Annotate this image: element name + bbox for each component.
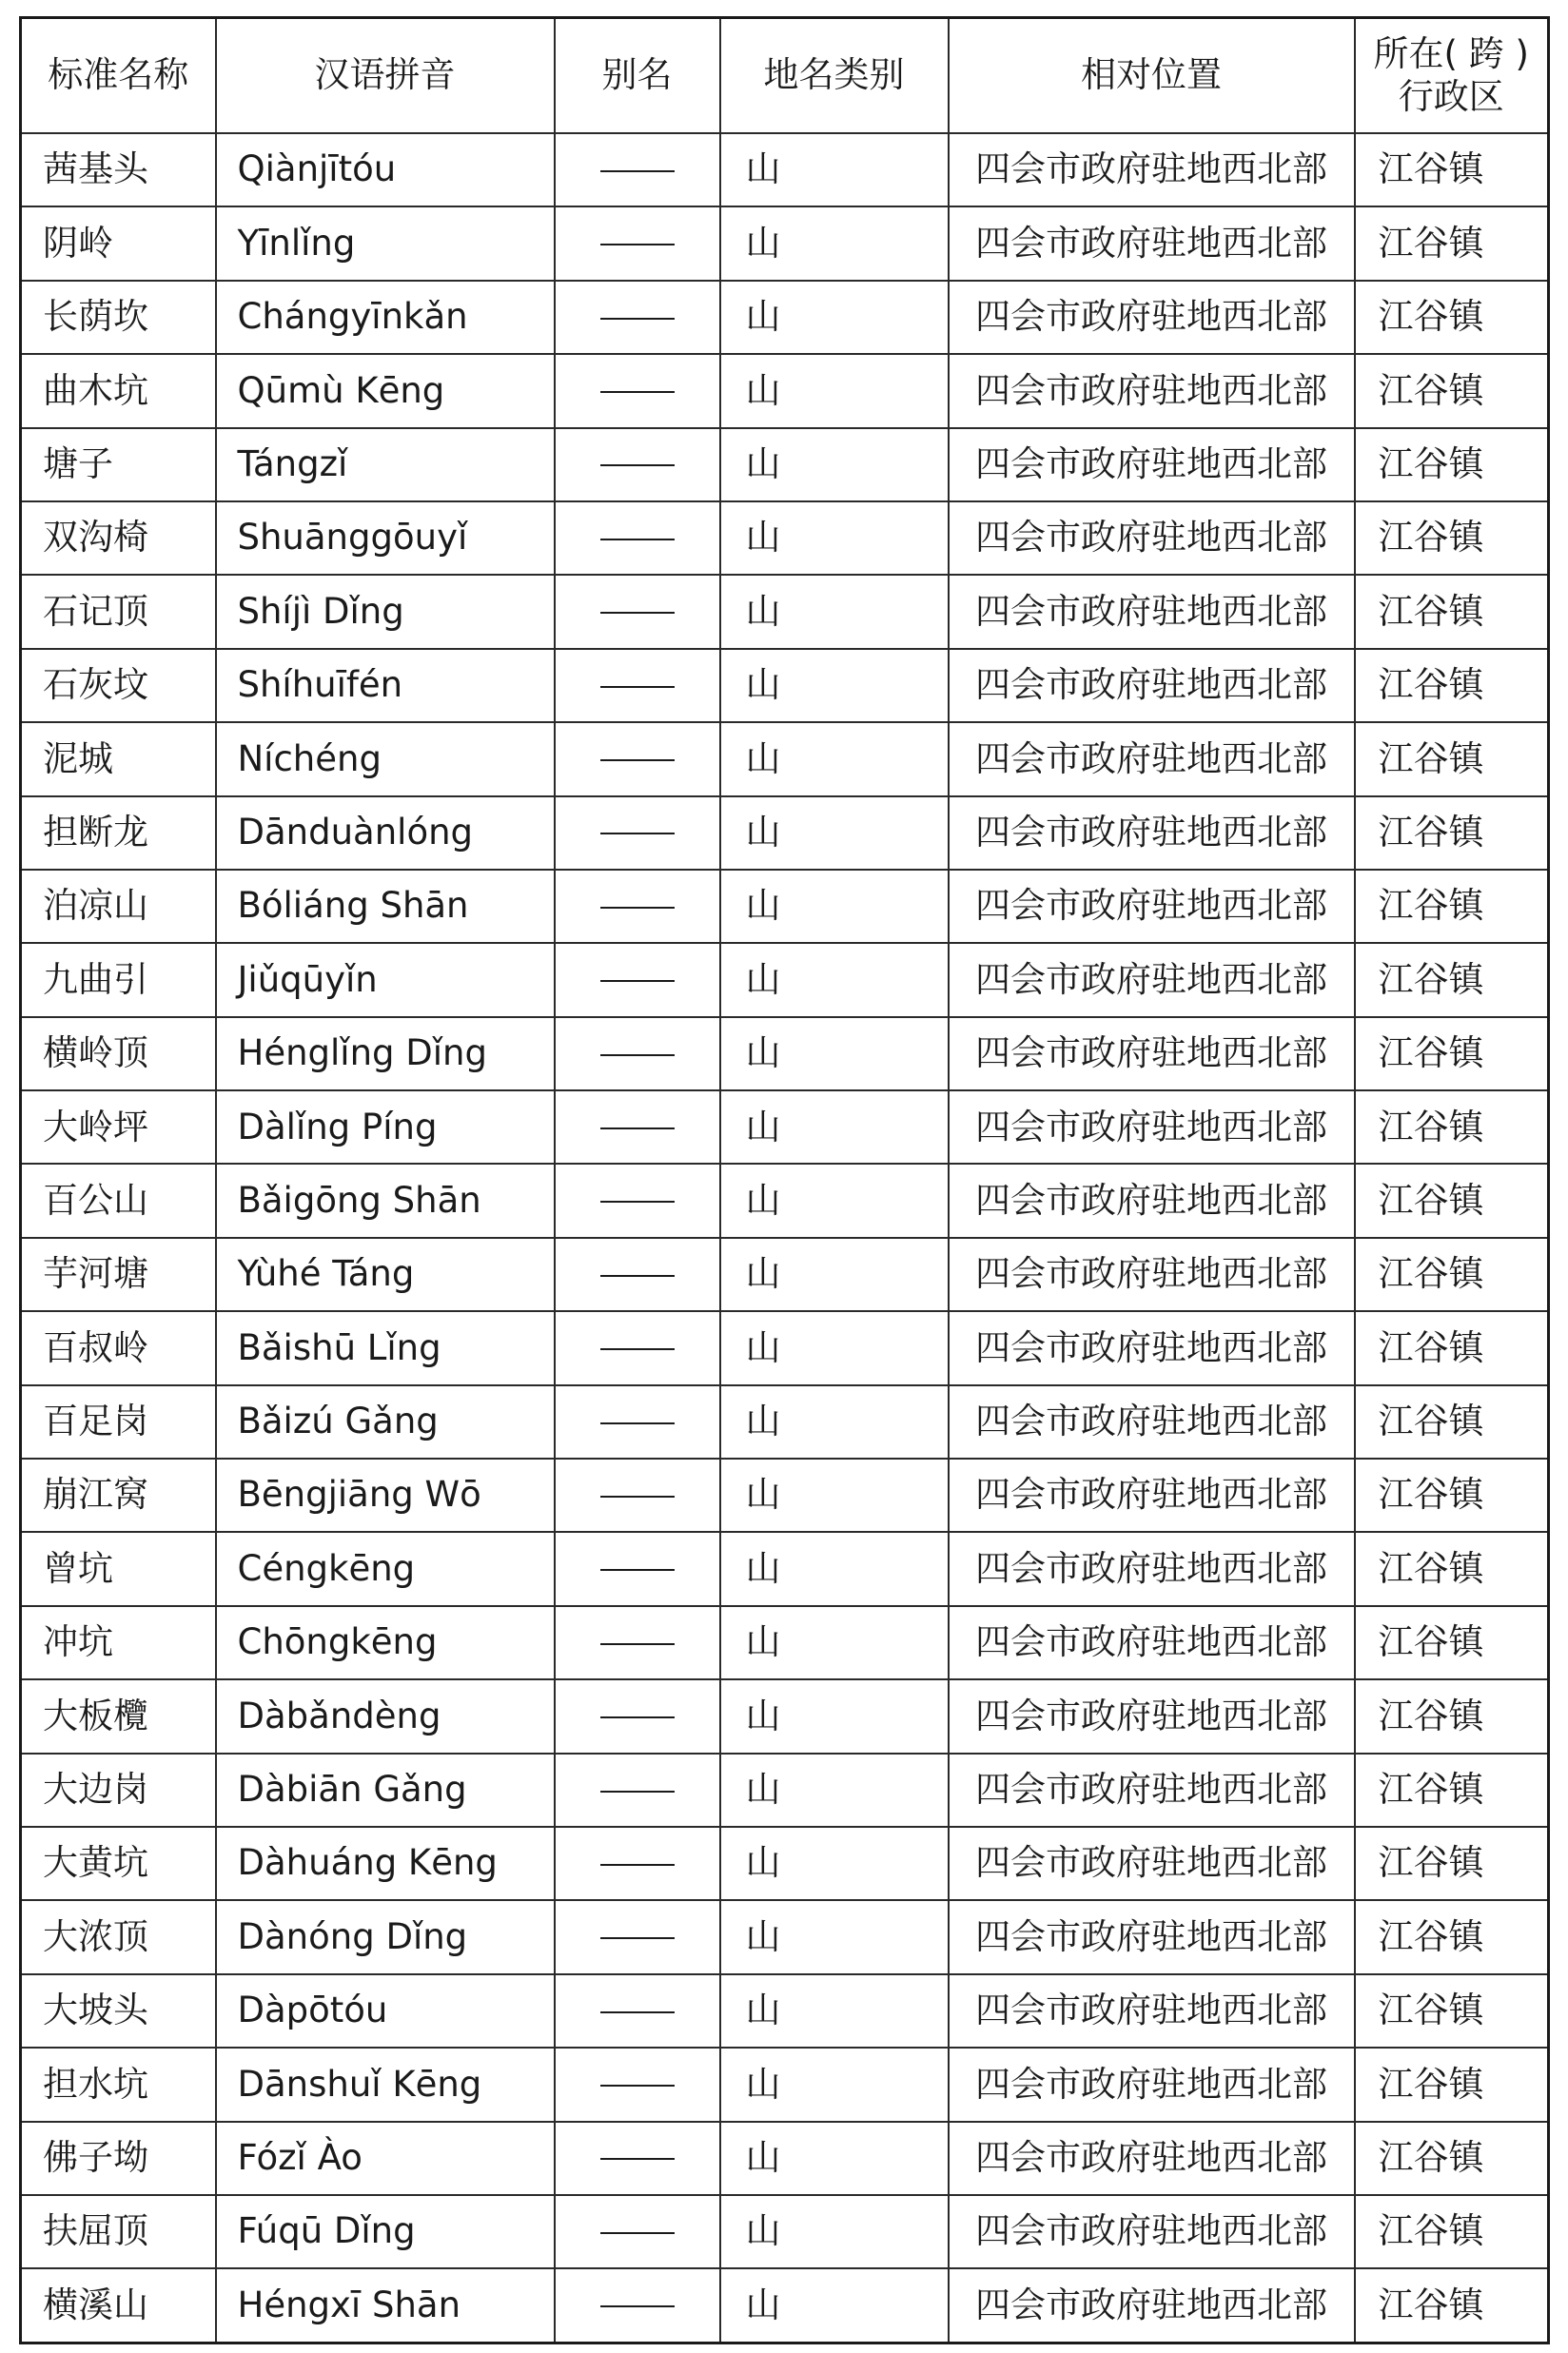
cell-relative-position: 四会市政府驻地西北部 [949, 206, 1355, 280]
cell-standard-name: 冲坑 [21, 1606, 216, 1679]
cell-place-type: 山 [720, 2195, 949, 2268]
table-row [21, 1311, 1549, 1384]
table-row [21, 354, 1549, 427]
cell-pinyin: Tángzǐ [216, 428, 555, 501]
cell-pinyin: Dānshuǐ Kēng [216, 2048, 555, 2121]
cell-place-type: 山 [720, 1827, 949, 1900]
header-administrative-area-text [1374, 33, 1529, 118]
header-admin-line2: 行政区 [1398, 75, 1504, 117]
alias-dash [600, 1275, 675, 1277]
cell-standard-name: 佛子坳 [21, 2122, 216, 2195]
cell-pinyin: Níchéng [216, 722, 555, 795]
cell-pinyin: Bǎishū Lǐng [216, 1311, 555, 1384]
alias-dash [600, 686, 675, 688]
cell-pinyin: Yùhé Táng [216, 1238, 555, 1311]
table-body [21, 133, 1549, 2343]
table-row [21, 1238, 1549, 1311]
table-row [21, 1090, 1549, 1164]
cell-alias [555, 2122, 720, 2195]
cell-administrative-area: 江谷镇 [1355, 1311, 1549, 1384]
cell-pinyin: Fúqū Dǐng [216, 2195, 555, 2268]
cell-standard-name: 扶屈顶 [21, 2195, 216, 2268]
alias-dash [600, 2232, 675, 2234]
table-header-row [21, 18, 1549, 134]
cell-standard-name: 九曲引 [21, 943, 216, 1016]
cell-relative-position: 四会市政府驻地西北部 [949, 2268, 1355, 2343]
header-admin-line1: 所在( 跨 ) [1373, 33, 1529, 75]
alias-dash [600, 318, 675, 320]
cell-administrative-area: 江谷镇 [1355, 354, 1549, 427]
cell-place-type: 山 [720, 649, 949, 722]
cell-relative-position: 四会市政府驻地西北部 [949, 1238, 1355, 1311]
cell-alias [555, 1900, 720, 1973]
cell-relative-position: 四会市政府驻地西北部 [949, 1090, 1355, 1164]
cell-place-type: 山 [720, 206, 949, 280]
alias-dash [600, 1643, 675, 1645]
cell-pinyin: Dàbiān Gǎng [216, 1754, 555, 1827]
cell-administrative-area: 江谷镇 [1355, 1900, 1549, 1973]
cell-standard-name: 担断龙 [21, 796, 216, 870]
cell-administrative-area: 江谷镇 [1355, 796, 1549, 870]
cell-standard-name: 百叔岭 [21, 1311, 216, 1384]
cell-administrative-area: 江谷镇 [1355, 2048, 1549, 2121]
cell-relative-position: 四会市政府驻地西北部 [949, 1974, 1355, 2048]
cell-place-type: 山 [720, 1532, 949, 1605]
cell-alias [555, 281, 720, 354]
cell-standard-name: 大坡头 [21, 1974, 216, 2048]
table-row [21, 1532, 1549, 1605]
cell-administrative-area: 江谷镇 [1355, 281, 1549, 354]
cell-relative-position: 四会市政府驻地西北部 [949, 1532, 1355, 1605]
cell-place-type: 山 [720, 1459, 949, 1532]
alias-dash [600, 2011, 675, 2013]
cell-administrative-area: 江谷镇 [1355, 2122, 1549, 2195]
cell-relative-position: 四会市政府驻地西北部 [949, 354, 1355, 427]
cell-pinyin: Qiànjītóu [216, 133, 555, 206]
cell-relative-position: 四会市政府驻地西北部 [949, 1827, 1355, 1900]
cell-relative-position: 四会市政府驻地西北部 [949, 1754, 1355, 1827]
cell-place-type: 山 [720, 1090, 949, 1164]
cell-alias [555, 501, 720, 575]
header-pinyin: 汉语拼音 [216, 18, 555, 134]
cell-place-type: 山 [720, 428, 949, 501]
cell-alias [555, 1090, 720, 1164]
cell-place-type: 山 [720, 796, 949, 870]
cell-standard-name: 担水坑 [21, 2048, 216, 2121]
cell-pinyin: Fózǐ Ào [216, 2122, 555, 2195]
cell-administrative-area: 江谷镇 [1355, 1459, 1549, 1532]
alias-dash [600, 1348, 675, 1350]
cell-relative-position: 四会市政府驻地西北部 [949, 1679, 1355, 1753]
header-alias: 别名 [555, 18, 720, 134]
cell-administrative-area: 江谷镇 [1355, 575, 1549, 648]
cell-alias [555, 1311, 720, 1384]
table-row [21, 870, 1549, 943]
cell-pinyin: Shíjì Dǐng [216, 575, 555, 648]
table-row [21, 649, 1549, 722]
alias-dash [600, 244, 675, 245]
cell-pinyin: Héngxī Shān [216, 2268, 555, 2343]
cell-standard-name: 大岭坪 [21, 1090, 216, 1164]
cell-standard-name: 泊凉山 [21, 870, 216, 943]
cell-administrative-area: 江谷镇 [1355, 1754, 1549, 1827]
table-row [21, 796, 1549, 870]
alias-dash [600, 1422, 675, 1424]
cell-pinyin: Hénglǐng Dǐng [216, 1017, 555, 1090]
cell-standard-name: 泥城 [21, 722, 216, 795]
cell-administrative-area: 江谷镇 [1355, 1679, 1549, 1753]
cell-pinyin: Dānduànlóng [216, 796, 555, 870]
cell-relative-position: 四会市政府驻地西北部 [949, 1385, 1355, 1459]
cell-alias [555, 354, 720, 427]
cell-alias [555, 649, 720, 722]
cell-place-type: 山 [720, 281, 949, 354]
cell-administrative-area: 江谷镇 [1355, 1164, 1549, 1237]
alias-dash [600, 1496, 675, 1498]
cell-administrative-area: 江谷镇 [1355, 133, 1549, 206]
table-row [21, 1754, 1549, 1827]
cell-alias [555, 1238, 720, 1311]
cell-alias [555, 2048, 720, 2121]
cell-administrative-area: 江谷镇 [1355, 649, 1549, 722]
cell-alias [555, 1754, 720, 1827]
cell-administrative-area: 江谷镇 [1355, 943, 1549, 1016]
table-row [21, 575, 1549, 648]
alias-dash [600, 2305, 675, 2307]
cell-alias [555, 1679, 720, 1753]
cell-standard-name: 崩江窝 [21, 1459, 216, 1532]
alias-dash [600, 1791, 675, 1793]
alias-dash [600, 612, 675, 614]
cell-administrative-area: 江谷镇 [1355, 1974, 1549, 2048]
alias-dash [600, 759, 675, 761]
cell-alias [555, 206, 720, 280]
cell-place-type: 山 [720, 133, 949, 206]
cell-administrative-area: 江谷镇 [1355, 2268, 1549, 2343]
cell-pinyin: Bǎizú Gǎng [216, 1385, 555, 1459]
header-place-type: 地名类别 [720, 18, 949, 134]
cell-alias [555, 1827, 720, 1900]
alias-dash [600, 170, 675, 172]
cell-pinyin: Yīnlǐng [216, 206, 555, 280]
table-row [21, 1385, 1549, 1459]
table-row [21, 1164, 1549, 1237]
alias-dash [600, 539, 675, 540]
table-row [21, 722, 1549, 795]
cell-administrative-area: 江谷镇 [1355, 1090, 1549, 1164]
cell-place-type: 山 [720, 1679, 949, 1753]
alias-dash [600, 2158, 675, 2160]
cell-alias [555, 1532, 720, 1605]
cell-standard-name: 大边岗 [21, 1754, 216, 1827]
alias-dash [600, 1054, 675, 1056]
cell-place-type: 山 [720, 1974, 949, 2048]
cell-administrative-area: 江谷镇 [1355, 722, 1549, 795]
cell-standard-name: 大黄坑 [21, 1827, 216, 1900]
cell-relative-position: 四会市政府驻地西北部 [949, 1606, 1355, 1679]
cell-relative-position: 四会市政府驻地西北部 [949, 428, 1355, 501]
cell-place-type: 山 [720, 722, 949, 795]
cell-relative-position: 四会市政府驻地西北部 [949, 133, 1355, 206]
cell-pinyin: Dàbǎndèng [216, 1679, 555, 1753]
cell-relative-position: 四会市政府驻地西北部 [949, 943, 1355, 1016]
alias-dash [600, 1569, 675, 1571]
table-row [21, 501, 1549, 575]
table-row [21, 943, 1549, 1016]
cell-administrative-area: 江谷镇 [1355, 428, 1549, 501]
alias-dash [600, 1716, 675, 1718]
cell-pinyin: Bóliáng Shān [216, 870, 555, 943]
cell-pinyin: Bǎigōng Shān [216, 1164, 555, 1237]
cell-relative-position: 四会市政府驻地西北部 [949, 1017, 1355, 1090]
cell-standard-name: 横溪山 [21, 2268, 216, 2343]
cell-pinyin: Shuānggōuyǐ [216, 501, 555, 575]
table-row [21, 1606, 1549, 1679]
cell-relative-position: 四会市政府驻地西北部 [949, 722, 1355, 795]
cell-pinyin: Qūmù Kēng [216, 354, 555, 427]
cell-place-type: 山 [720, 575, 949, 648]
cell-place-type: 山 [720, 501, 949, 575]
header-standard-name: 标准名称 [21, 18, 216, 134]
cell-administrative-area: 江谷镇 [1355, 501, 1549, 575]
table-row [21, 281, 1549, 354]
cell-relative-position: 四会市政府驻地西北部 [949, 575, 1355, 648]
cell-place-type: 山 [720, 1164, 949, 1237]
cell-relative-position: 四会市政府驻地西北部 [949, 1459, 1355, 1532]
cell-standard-name: 长荫坎 [21, 281, 216, 354]
cell-pinyin: Chángyīnkǎn [216, 281, 555, 354]
place-name-table [19, 16, 1550, 2344]
cell-relative-position: 四会市政府驻地西北部 [949, 649, 1355, 722]
cell-administrative-area: 江谷镇 [1355, 1385, 1549, 1459]
cell-alias [555, 1164, 720, 1237]
cell-standard-name: 塘子 [21, 428, 216, 501]
cell-relative-position: 四会市政府驻地西北部 [949, 2195, 1355, 2268]
cell-place-type: 山 [720, 1385, 949, 1459]
cell-place-type: 山 [720, 870, 949, 943]
alias-dash [600, 1937, 675, 1939]
alias-dash [600, 980, 675, 982]
cell-alias [555, 1459, 720, 1532]
cell-pinyin: Dàlǐng Píng [216, 1090, 555, 1164]
cell-place-type: 山 [720, 1238, 949, 1311]
alias-dash [600, 833, 675, 834]
cell-pinyin: Dàpōtóu [216, 1974, 555, 2048]
table-row [21, 2268, 1549, 2343]
cell-administrative-area: 江谷镇 [1355, 1238, 1549, 1311]
cell-pinyin: Shíhuīfén [216, 649, 555, 722]
table-row [21, 1679, 1549, 1753]
alias-dash [600, 464, 675, 466]
cell-place-type: 山 [720, 943, 949, 1016]
cell-administrative-area: 江谷镇 [1355, 1827, 1549, 1900]
cell-place-type: 山 [720, 1606, 949, 1679]
cell-relative-position: 四会市政府驻地西北部 [949, 2122, 1355, 2195]
cell-alias [555, 2195, 720, 2268]
table-row [21, 1827, 1549, 1900]
cell-administrative-area: 江谷镇 [1355, 1017, 1549, 1090]
cell-relative-position: 四会市政府驻地西北部 [949, 1311, 1355, 1384]
cell-relative-position: 四会市政府驻地西北部 [949, 2048, 1355, 2121]
cell-standard-name: 百公山 [21, 1164, 216, 1237]
cell-standard-name: 曾坑 [21, 1532, 216, 1605]
cell-place-type: 山 [720, 2122, 949, 2195]
cell-place-type: 山 [720, 1754, 949, 1827]
table-row [21, 428, 1549, 501]
cell-standard-name: 阴岭 [21, 206, 216, 280]
cell-standard-name: 芋河塘 [21, 1238, 216, 1311]
table-row [21, 206, 1549, 280]
cell-alias [555, 870, 720, 943]
cell-alias [555, 2268, 720, 2343]
cell-alias [555, 1385, 720, 1459]
table-row [21, 1017, 1549, 1090]
table-row [21, 2195, 1549, 2268]
alias-dash [600, 2085, 675, 2087]
cell-administrative-area: 江谷镇 [1355, 206, 1549, 280]
cell-pinyin: Céngkēng [216, 1532, 555, 1605]
cell-relative-position: 四会市政府驻地西北部 [949, 1164, 1355, 1237]
cell-standard-name: 横岭顶 [21, 1017, 216, 1090]
cell-administrative-area: 江谷镇 [1355, 1606, 1549, 1679]
cell-alias [555, 428, 720, 501]
cell-administrative-area: 江谷镇 [1355, 2195, 1549, 2268]
cell-place-type: 山 [720, 354, 949, 427]
cell-relative-position: 四会市政府驻地西北部 [949, 281, 1355, 354]
alias-dash [600, 1864, 675, 1866]
cell-pinyin: Dàhuáng Kēng [216, 1827, 555, 1900]
alias-dash [600, 907, 675, 909]
cell-pinyin: Chōngkēng [216, 1606, 555, 1679]
cell-alias [555, 575, 720, 648]
cell-relative-position: 四会市政府驻地西北部 [949, 796, 1355, 870]
table-row [21, 2122, 1549, 2195]
cell-place-type: 山 [720, 1311, 949, 1384]
cell-pinyin: Jiǔqūyǐn [216, 943, 555, 1016]
cell-pinyin: Bēngjiāng Wō [216, 1459, 555, 1532]
table-row [21, 1900, 1549, 1973]
cell-place-type: 山 [720, 1017, 949, 1090]
cell-relative-position: 四会市政府驻地西北部 [949, 1900, 1355, 1973]
cell-pinyin: Dànóng Dǐng [216, 1900, 555, 1973]
cell-alias [555, 1606, 720, 1679]
header-relative-position: 相对位置 [949, 18, 1355, 134]
cell-administrative-area: 江谷镇 [1355, 870, 1549, 943]
cell-alias [555, 133, 720, 206]
cell-place-type: 山 [720, 2048, 949, 2121]
cell-relative-position: 四会市政府驻地西北部 [949, 501, 1355, 575]
table-row [21, 1974, 1549, 2048]
header-administrative-area [1355, 18, 1549, 134]
table-row [21, 2048, 1549, 2121]
cell-alias [555, 943, 720, 1016]
table-row [21, 133, 1549, 206]
cell-administrative-area: 江谷镇 [1355, 1532, 1549, 1605]
cell-alias [555, 1974, 720, 2048]
cell-relative-position: 四会市政府驻地西北部 [949, 870, 1355, 943]
cell-alias [555, 796, 720, 870]
cell-place-type: 山 [720, 1900, 949, 1973]
cell-standard-name: 石记顶 [21, 575, 216, 648]
cell-place-type: 山 [720, 2268, 949, 2343]
cell-standard-name: 百足岗 [21, 1385, 216, 1459]
cell-standard-name: 茜基头 [21, 133, 216, 206]
cell-standard-name: 双沟椅 [21, 501, 216, 575]
cell-alias [555, 1017, 720, 1090]
cell-standard-name: 大浓顶 [21, 1900, 216, 1973]
cell-alias [555, 722, 720, 795]
cell-standard-name: 大板欖 [21, 1679, 216, 1753]
alias-dash [600, 391, 675, 393]
cell-standard-name: 曲木坑 [21, 354, 216, 427]
cell-standard-name: 石灰坟 [21, 649, 216, 722]
place-name-table-page [19, 16, 1547, 2344]
alias-dash [600, 1201, 675, 1203]
alias-dash [600, 1127, 675, 1129]
table-row [21, 1459, 1549, 1532]
